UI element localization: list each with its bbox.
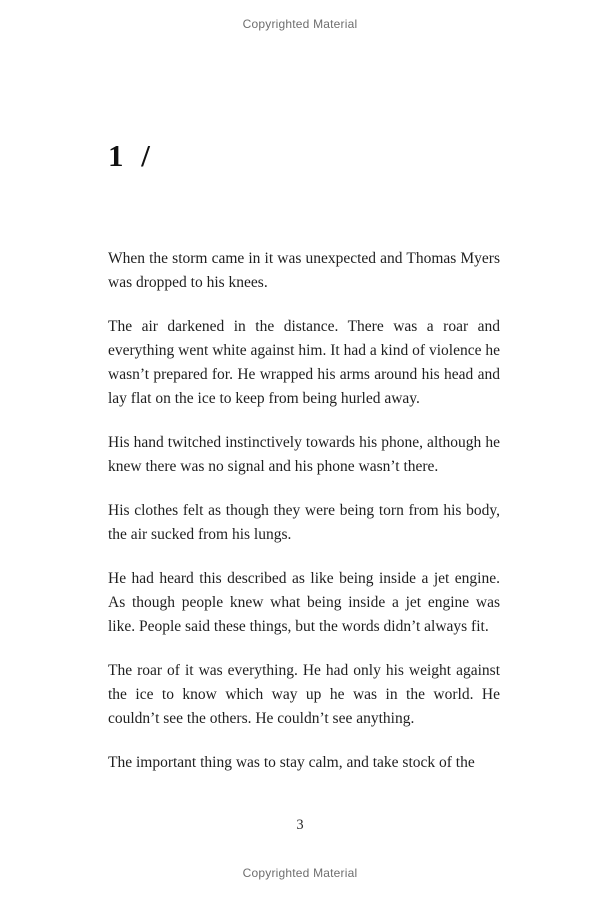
body-paragraph: His clothes felt as though they were being torn from his body, the air sucked from his lungs. xyxy=(108,502,500,543)
copyright-notice-bottom: Copyrighted Material xyxy=(242,866,358,880)
body-paragraph: The roar of it was everything. He had only his weight against the ice to know which way up he was in the world. He couldn’t see the others. He couldn’t see anything. xyxy=(108,662,500,727)
body-paragraph: His hand twitched instinctively towards his phone, although he knew there was no signal and his phone wasn’t there. xyxy=(108,434,500,475)
page-number: 3 xyxy=(296,817,304,833)
body-paragraph: When the storm came in it was unexpected and Thomas Myers was dropped to his knees. xyxy=(108,250,500,291)
body-paragraph: The important thing was to stay calm, and take stock of the xyxy=(108,754,475,771)
chapter-heading: 1 / xyxy=(108,138,151,173)
body-paragraph: He had heard this described as like being inside a jet engine. As though people knew what being inside a jet engine was like. People said these things, but the words didn’t always fit. xyxy=(108,570,500,635)
copyright-notice-top: Copyrighted Material xyxy=(242,17,358,31)
body-paragraph: The air darkened in the distance. There was a roar and everything went white against him. It had a kind of violence he wasn’t prepared for. He wrapped his arms around his head and lay flat on the ice to keep from being hurled away. xyxy=(108,318,500,407)
body-text xyxy=(108,247,500,775)
